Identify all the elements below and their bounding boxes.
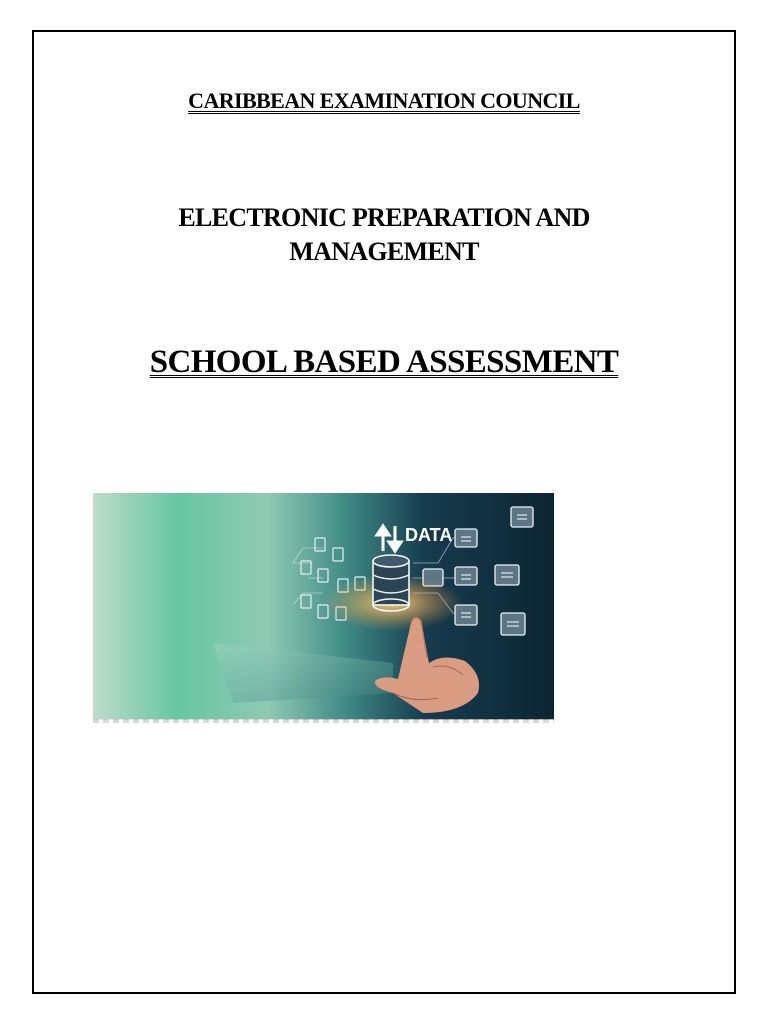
database-icon [373,555,409,611]
council-title: CARIBBEAN EXAMINATION COUNCIL [188,88,580,113]
transfer-arrows-icon [377,526,401,551]
subject-title [0,201,768,269]
laptop-shape [213,643,393,703]
cover-image [93,493,554,720]
image-caption-strip [93,719,554,723]
data-label: DATA [405,525,453,545]
data-technology-illustration [93,493,554,720]
subject-title-text: ELECTRONIC PREPARATION AND MANAGEMENT [178,203,590,266]
assessment-title: SCHOOL BASED ASSESSMENT [149,344,619,380]
